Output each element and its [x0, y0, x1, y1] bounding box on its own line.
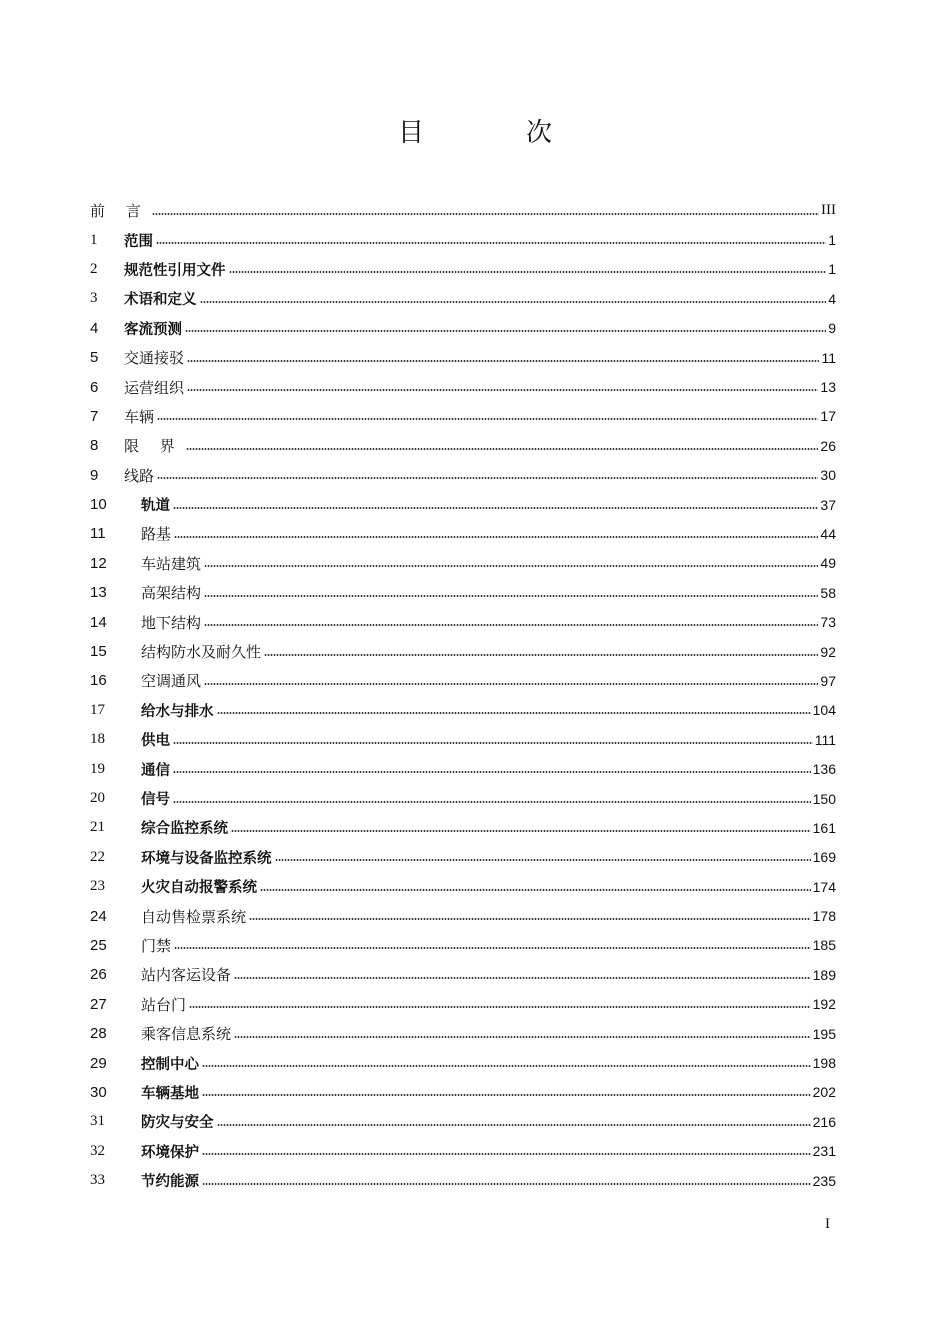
toc-entry-6[interactable]: [90, 372, 836, 401]
toc-entry-label: 乘客信息系统: [141, 1025, 232, 1044]
toc-entry-page: 202: [812, 1084, 836, 1101]
toc-entry-8[interactable]: [90, 431, 836, 460]
toc-entry-page: 17: [820, 408, 836, 425]
toc-entry-preface[interactable]: [90, 196, 836, 225]
toc-entry-9[interactable]: [90, 461, 836, 490]
toc-leader-dots: [187, 389, 818, 391]
toc-leader-dots: [173, 771, 811, 773]
toc-entry-5[interactable]: [90, 343, 836, 372]
toc-entry-page: 13: [820, 379, 836, 396]
toc-leader-dots: [204, 595, 818, 597]
toc-entry-number: 15: [90, 643, 107, 661]
toc-leader-dots: [185, 330, 826, 332]
toc-entry-10[interactable]: [90, 490, 836, 519]
toc-entry-label: 术语和定义: [124, 292, 197, 309]
toc-entry-number: 3: [90, 290, 98, 307]
toc-entry-label: 环境与设备监控系统: [141, 850, 272, 867]
toc-entry-20[interactable]: [90, 784, 836, 813]
toc-leader-dots: [217, 712, 811, 714]
toc-entry-label: 地下结构: [141, 613, 202, 632]
toc-entry-label: 车辆: [124, 407, 155, 426]
toc-entry-page: 73: [820, 614, 836, 631]
toc-entry-31[interactable]: [90, 1107, 836, 1136]
toc-leader-dots: [157, 418, 818, 420]
toc-leader-dots: [260, 889, 811, 891]
toc-entry-number: 31: [90, 1113, 105, 1130]
toc-entry-page: 235: [812, 1172, 836, 1189]
toc-entry-number: 30: [90, 1083, 107, 1101]
toc-entry-page: 185: [812, 937, 836, 954]
toc-entry-page: 111: [814, 731, 836, 748]
toc-entry-25[interactable]: [90, 931, 836, 960]
toc-entry-number: 19: [90, 760, 105, 777]
toc-entry-page: 136: [812, 761, 836, 778]
toc-leader-dots: [234, 1036, 811, 1038]
toc-entry-page: 49: [820, 555, 836, 572]
toc-entry-19[interactable]: [90, 754, 836, 783]
toc-leader-dots: [173, 801, 811, 803]
toc-entry-label: 范围: [124, 233, 153, 250]
toc-entry-number: 10: [90, 496, 107, 514]
toc-entry-label: 通信: [141, 762, 170, 779]
toc-leader-dots: [217, 1124, 811, 1126]
toc-entry-27[interactable]: [90, 990, 836, 1019]
toc-entry-14[interactable]: [90, 607, 836, 636]
toc-leader-dots: [156, 242, 826, 244]
toc-entry-page: 195: [812, 1025, 836, 1042]
toc-entry-page: 150: [812, 790, 836, 807]
toc-entry-page: 26: [820, 437, 836, 454]
toc-entry-21[interactable]: [90, 813, 836, 842]
toc-entry-page: 198: [812, 1055, 836, 1072]
toc-entry-page: 30: [820, 467, 836, 484]
toc-entry-number: 8: [90, 437, 99, 455]
toc-entry-number: 5: [90, 349, 99, 367]
toc-entry-label: 路基: [141, 525, 172, 544]
toc-leader-dots: [234, 977, 811, 979]
toc-entry-number: 11: [90, 525, 106, 543]
toc-leader-dots: [202, 1094, 811, 1096]
toc-entry-number: 29: [90, 1054, 107, 1072]
toc-leader-dots: [202, 1153, 811, 1155]
toc-leader-dots: [204, 624, 818, 626]
toc-entry-number: 18: [90, 731, 105, 748]
toc-leader-dots: [231, 830, 811, 832]
toc-entry-number: 9: [90, 466, 99, 484]
toc-entry-30[interactable]: [90, 1078, 836, 1107]
toc-entry-page: 9: [828, 320, 836, 337]
toc-entry-label: 高架结构: [141, 584, 202, 603]
toc-entry-label: 客流预测: [124, 321, 182, 338]
toc-entry-17[interactable]: [90, 696, 836, 725]
toc-leader-dots: [174, 947, 811, 949]
toc-entry-label: 结构防水及耐久性: [141, 643, 262, 662]
toc-entry-number: 20: [90, 790, 105, 806]
toc-entry-24[interactable]: [90, 901, 836, 930]
toc-entry-number: 28: [90, 1025, 107, 1043]
toc-entry-label: 轨道: [141, 498, 170, 515]
toc-entry-number: 25: [90, 936, 107, 954]
toc-entry-label: 防灾与安全: [141, 1115, 214, 1132]
toc-entry-number: 23: [90, 878, 105, 895]
toc-entry-label: 自动售检票系统: [141, 907, 247, 926]
toc-entry-23[interactable]: [90, 872, 836, 901]
toc-entry-number: 7: [90, 407, 99, 425]
table-of-contents: [90, 196, 836, 1195]
toc-entry-page: 216: [812, 1113, 836, 1130]
toc-leader-dots: [152, 213, 819, 215]
toc-entry-page: 231: [812, 1143, 836, 1160]
page-title: 目 次: [397, 118, 590, 148]
toc-entry-label: 火灾自动报警系统: [141, 880, 257, 897]
toc-entry-page: 11: [821, 349, 836, 366]
toc-leader-dots: [200, 301, 827, 303]
toc-entry-page: 174: [812, 878, 836, 895]
toc-leader-dots: [174, 536, 818, 538]
toc-entry-label: 交通接驳: [124, 349, 185, 368]
toc-entry-number: 12: [90, 554, 107, 572]
toc-entry-page: III: [821, 202, 836, 219]
toc-leader-dots: [186, 448, 819, 450]
toc-entry-3[interactable]: [90, 284, 836, 313]
toc-leader-dots: [249, 918, 811, 920]
toc-leader-dots: [275, 859, 811, 861]
toc-entry-number: 33: [90, 1172, 105, 1189]
toc-entry-label: 限 界: [124, 437, 183, 456]
toc-entry-label: 综合监控系统: [141, 821, 228, 838]
toc-leader-dots: [187, 360, 819, 362]
toc-entry-7[interactable]: [90, 402, 836, 431]
toc-entry-page: 97: [820, 672, 836, 689]
toc-entry-label: 规范性引用文件: [124, 262, 226, 279]
toc-entry-label: 线路: [124, 466, 155, 485]
toc-entry-26[interactable]: [90, 960, 836, 989]
toc-entry-22[interactable]: [90, 843, 836, 872]
toc-entry-page: 178: [812, 908, 836, 925]
toc-entry-page: 104: [812, 702, 836, 719]
toc-entry-label: 环境保护: [141, 1144, 199, 1161]
toc-entry-2[interactable]: [90, 255, 836, 284]
toc-entry-page: 161: [812, 819, 836, 836]
toc-entry-number: 13: [90, 584, 107, 602]
toc-entry-number: 26: [90, 966, 107, 984]
toc-entry-label: 信号: [141, 792, 170, 808]
toc-entry-29[interactable]: [90, 1048, 836, 1077]
toc-entry-11[interactable]: [90, 519, 836, 548]
toc-entry-number: 17: [90, 701, 105, 718]
toc-leader-dots: [202, 1065, 811, 1067]
toc-entry-12[interactable]: [90, 549, 836, 578]
toc-leader-dots: [204, 683, 818, 685]
toc-entry-page: 92: [820, 643, 836, 660]
toc-leader-dots: [157, 477, 818, 479]
toc-entry-label: 给水与排水: [141, 703, 214, 720]
toc-entry-page: 189: [812, 966, 836, 983]
toc-entry-number: 16: [90, 672, 107, 690]
toc-entry-label: 门禁: [141, 936, 172, 955]
toc-entry-1[interactable]: [90, 225, 836, 254]
toc-entry-label: 供电: [141, 733, 170, 750]
toc-entry-label: 运营组织: [124, 378, 185, 397]
toc-entry-33[interactable]: [90, 1166, 836, 1195]
toc-entry-number: 22: [90, 848, 105, 865]
toc-entry-page: 1: [828, 232, 836, 249]
toc-entry-number: 14: [90, 613, 107, 631]
toc-entry-28[interactable]: [90, 1019, 836, 1048]
toc-entry-18[interactable]: [90, 725, 836, 754]
toc-leader-dots: [229, 271, 827, 273]
toc-entry-16[interactable]: [90, 666, 836, 695]
toc-entry-4[interactable]: [90, 314, 836, 343]
toc-leader-dots: [173, 742, 813, 744]
toc-entry-label: 车站建筑: [141, 554, 202, 573]
toc-entry-number: 1: [90, 231, 98, 248]
toc-entry-label: 站内客运设备: [141, 966, 232, 985]
toc-entry-page: 44: [820, 525, 836, 542]
toc-entry-number: 4: [90, 319, 99, 337]
toc-entry-number: 27: [90, 995, 107, 1013]
toc-entry-label: 控制中心: [141, 1056, 199, 1073]
toc-entry-15[interactable]: [90, 637, 836, 666]
toc-entry-page: 58: [820, 584, 836, 601]
toc-entry-number: 24: [90, 907, 107, 925]
toc-entry-number: 2: [90, 260, 98, 277]
toc-leader-dots: [202, 1183, 811, 1185]
toc-entry-number: 21: [90, 819, 105, 836]
toc-entry-label: 车辆基地: [141, 1085, 199, 1102]
toc-entry-13[interactable]: [90, 578, 836, 607]
toc-entry-number: 6: [90, 378, 99, 396]
toc-entry-label: 空调通风: [141, 672, 202, 691]
footer-page-number: I: [825, 1216, 830, 1232]
toc-leader-dots: [204, 565, 818, 567]
toc-entry-page: 37: [820, 496, 836, 513]
toc-entry-32[interactable]: [90, 1137, 836, 1166]
toc-entry-page: 4: [828, 290, 836, 307]
toc-leader-dots: [189, 1006, 811, 1008]
toc-entry-label: 前 言: [90, 202, 149, 221]
toc-entry-page: 1: [828, 261, 836, 278]
toc-entry-page: 169: [812, 849, 836, 866]
toc-entry-label: 站台门: [141, 995, 187, 1014]
toc-entry-page: 192: [812, 996, 836, 1013]
toc-entry-number: 32: [90, 1142, 105, 1159]
toc-leader-dots: [173, 507, 818, 509]
toc-leader-dots: [264, 654, 818, 656]
toc-entry-label: 节约能源: [141, 1174, 199, 1191]
